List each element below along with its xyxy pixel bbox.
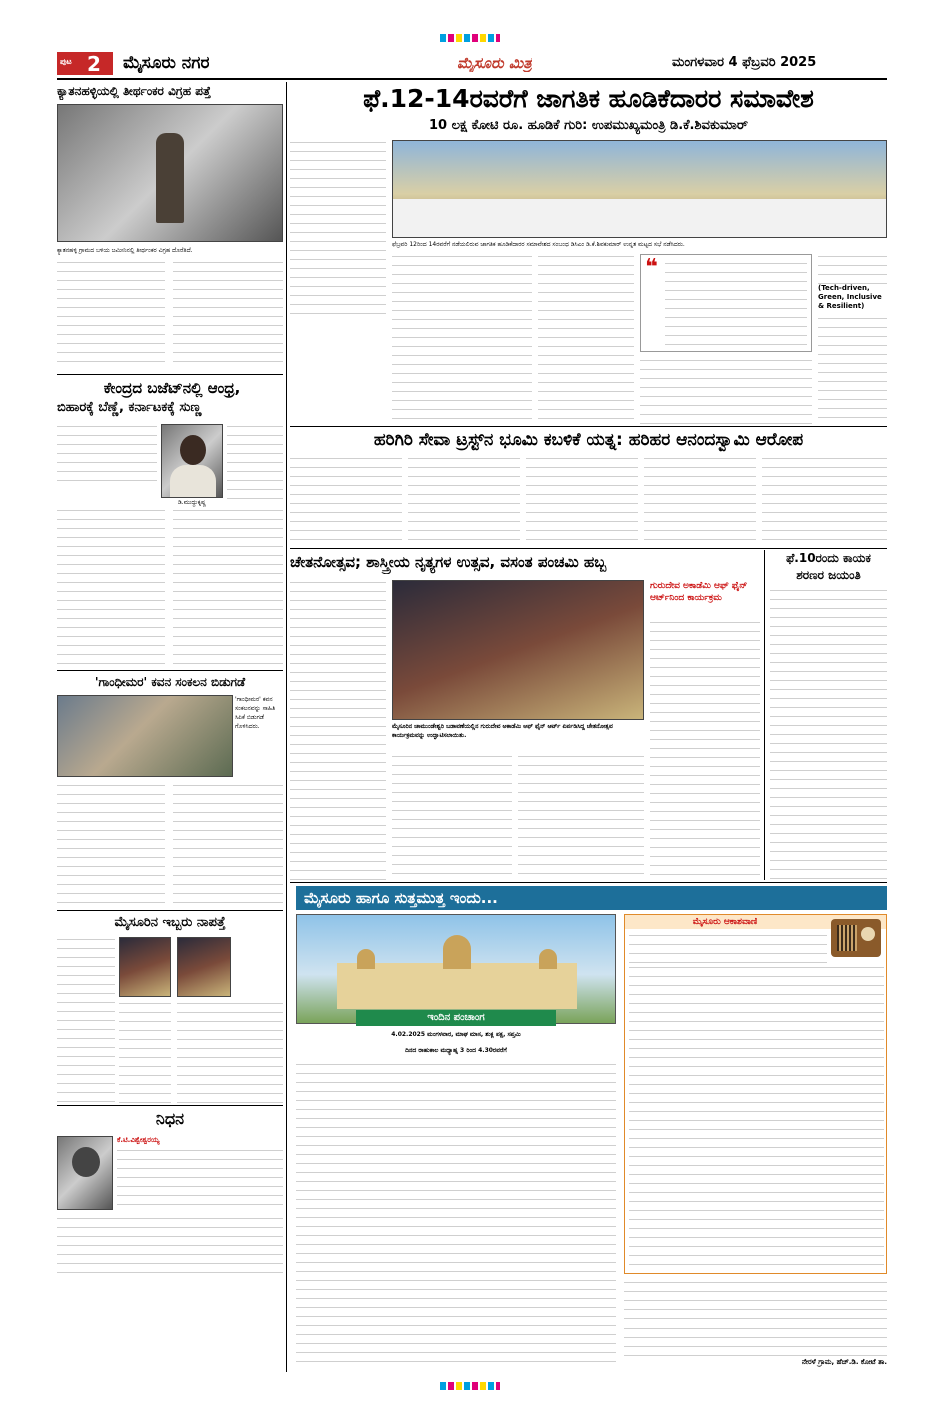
gandhimara-headline: 'ಗಾಂಧೀಮರ' ಕವನ ಸಂಕಲನ ಬಿಡುಗಡೆ [94, 675, 246, 689]
quote-mark-icon: ❝ [645, 255, 658, 280]
panchanga-label-bar [356, 1010, 556, 1026]
idol-caption: ಕ್ಯಾತನಹಳ್ಳಿ ಗ್ರಾಮದ ಬಳಿಯ ಜಮೀನಿನಲ್ಲಿ ತೀರ್ಥಂಕರ ವಿಗ್ರಹ ದೊರೆತಿದೆ. [57, 247, 193, 254]
chaitotsava-sidehead: ಗುರುದೇವ ಅಕಾಡೆಮಿ ಆಫ್ ಫೈನ್ ಆರ್ಟ್‌ನಿಂದ ಕಾರ್ಯಕ್ರಮ [650, 581, 748, 603]
main-divider-1 [290, 426, 887, 427]
registration-marks-bottom [440, 1382, 500, 1390]
radio-box [624, 914, 887, 1274]
hariharagiri-body-4 [644, 456, 756, 544]
panchanga-label: ಇಂದಿನ ಪಂಚಾಂಗ [427, 1012, 485, 1023]
gandhimara-photo [57, 695, 233, 777]
palace-image [296, 914, 616, 1024]
missing-body-left [57, 937, 115, 1103]
budget-headline-line1: ಕೇಂದ್ರದ ಬಜೆಟ್‌ನಲ್ಲಿ ಆಂಧ್ರ, [103, 379, 241, 397]
jayanthi-headline-line2: ಶರಣರ ಜಯಂತಿ [796, 568, 861, 582]
obituary-headline: ನಿಧನ [155, 1109, 185, 1128]
radio-schedule [629, 933, 827, 963]
idol-headline: ಕ್ಯಾತನಹಳ್ಳಿಯಲ್ಲಿ ತೀರ್ಥಂಕರ ವಿಗ್ರಹ ಪತ್ತೆ [57, 84, 211, 98]
hariharagiri-headline: ಹರಿಗಿರಿ ಸೇವಾ ಟ್ರಸ್ಟ್‌ನ ಭೂಮಿ ಕಬಳಿಕೆ ಯತ್ನ: ಹರಿಹರ ಆನಂದಸ್ವಾಮಿ ಆರೋಪ [373, 430, 804, 450]
obituary-photo [57, 1136, 113, 1210]
main-divider-2 [290, 548, 887, 549]
missing-story [57, 913, 283, 1103]
idol-story [57, 82, 283, 372]
page-number: 2 [87, 52, 101, 76]
budget-body-mid [227, 424, 283, 504]
radio-title: ಮೈಸೂರು ಆಕಾಶವಾಣಿ [692, 917, 758, 927]
budget-story [57, 378, 283, 668]
radio-schedule-full [629, 965, 884, 1271]
header-rule [57, 78, 887, 80]
investors-body-col2 [392, 254, 532, 424]
gandhimara-story [57, 673, 283, 908]
page-label: ಪುಟ [60, 57, 72, 66]
hariharagiri-body-1 [290, 456, 402, 544]
chaitotsava-body-side [650, 620, 760, 880]
obituary-body-bottom [57, 1216, 283, 1276]
investors-quote-text [665, 261, 807, 347]
jayanthi-headline-line1: ಫೆ.10ರಂದು ಕಾಯಕ [786, 551, 871, 565]
investors-photo [392, 140, 887, 238]
investors-caption: ಫೆಬ್ರವರಿ 12ರಿಂದ 14ರವರೆಗೆ ನಡೆಯಲಿರುವ ಜಾಗತಿಕ ಹೂಡಿಕೆದಾರರ ಸಮಾವೇಶದ ಸಂಬಂಧ ಡಿಸಿಎಂ ಡಿ.ಕೆ.ಶಿವಕುಮಾರ್ ಉನ್ನತ ಮಟ್ಟದ ಸಭೆ ನಡೆಸಿದರು. [392, 241, 685, 248]
left-divider-2 [57, 670, 283, 671]
main-divider-3 [290, 882, 887, 883]
investors-body-col5 [818, 316, 887, 424]
chaitotsava-body-3 [518, 754, 644, 880]
investors-body-col1 [290, 140, 386, 320]
chaitotsava-story [290, 550, 760, 880]
budget-portrait-caption: ಡಿ.ಮುದ್ದುಕೃಷ್ಣ [178, 499, 206, 506]
idol-photo [57, 104, 283, 242]
budget-body-lower-right [173, 508, 283, 666]
hariharagiri-body-2 [408, 456, 520, 544]
registration-marks-top [440, 34, 500, 42]
investors-headline: ಫೆ.12-14ರವರೆಗೆ ಜಾಗತಿಕ ಹೂಡಿಕೆದಾರರ ಸಮಾವೇಶ [363, 84, 814, 113]
budget-body-left [57, 424, 157, 484]
jayanthi-divider [764, 550, 765, 880]
investors-body-col5-top [818, 254, 887, 284]
page-number-box [57, 52, 113, 75]
events-list-right-2 [624, 1326, 887, 1356]
chaitotsava-body-2 [392, 754, 512, 880]
chaitotsava-caption: ಮೈಸೂರಿನ ಚಾಮುಂಡೇಶ್ವರಿ ಬಡಾವಣೆಯಲ್ಲಿನ ಗುರುದೇವ ಅಕಾಡೆಮಿ ಆಫ್ ಫೈನ್ ಆರ್ಟ್ ಏರ್ಪಡಿಸಿದ್ದ ಚೇತನೋತ್ಸವ ಕಾರ್ಯಕ್ರಮವನ್ನು ಉದ್ಘಾಟಿಸಲಾಯಿತು. [392, 723, 613, 739]
investors-quote-box [640, 254, 812, 352]
missing-photo-1 [119, 937, 171, 997]
idol-body-right [173, 260, 283, 370]
missing-body-right [177, 1001, 283, 1103]
panchanga-line1: 4.02.2025 ಮಂಗಳವಾರ, ಮಾಘ ಮಾಸ, ಶುಕ್ಲ ಪಕ್ಷ, ಸಪ್ತಮಿ [391, 1031, 521, 1038]
obituary-body-right [117, 1148, 283, 1212]
budget-portrait [161, 424, 223, 498]
left-divider-4 [57, 1105, 283, 1106]
page-header [57, 50, 887, 77]
obituary-story [57, 1108, 283, 1370]
obituary-name-tag: ಕೆ.ಟಿ.ವಿಶ್ವೇಶ್ವರಯ್ಯ [117, 1136, 160, 1144]
events-list-left [296, 1062, 616, 1368]
investors-story [290, 82, 887, 424]
jayanthi-story [770, 550, 887, 880]
left-divider-1 [57, 374, 283, 375]
panchanga-line2: ದಿನದ ರಾಹುಕಾಲ ಮಧ್ಯಾಹ್ನ 3 ರಿಂದ 4.30ರವರೆಗೆ [405, 1047, 507, 1054]
investors-quote-english: (Tech-driven, Green, Inclusive & Resilient) [818, 284, 882, 310]
missing-photo-2 [177, 937, 231, 997]
missing-headline: ಮೈಸೂರಿನ ಇಬ್ಬರು ನಾಪತ್ತೆ [114, 915, 226, 930]
gandhimara-body-right [173, 783, 283, 907]
today-footer-tag: ನೇರಳೆ ಗ್ರಾಮ, ಹೆಚ್.ಡಿ. ಕೋಟೆ ತಾ. [801, 1358, 887, 1366]
today-banner [296, 886, 887, 910]
section-title: ಮೈಸೂರು ನಗರ [123, 53, 210, 73]
today-banner-text: ಮೈಸೂರು ಹಾಗೂ ಸುತ್ತಮುತ್ತ ಇಂದು... [304, 889, 498, 907]
issue-date: ಮಂಗಳವಾರ 4 ಫೆಬ್ರವರಿ 2025 [672, 55, 817, 70]
budget-headline-line2: ಬಿಹಾರಕ್ಕೆ ಬೆಣ್ಣೆ, ಕರ್ನಾಟಕಕ್ಕೆ ಸುಣ್ಣ [57, 400, 202, 415]
left-divider-3 [57, 910, 283, 911]
events-list-right-1 [624, 1280, 887, 1320]
investors-body-col3 [538, 254, 634, 424]
chaitotsava-photo [392, 580, 644, 720]
investors-body-col4 [640, 358, 812, 424]
investors-subhead: 10 ಲಕ್ಷ ಕೋಟಿ ರೂ. ಹೂಡಿಕೆ ಗುರಿ: ಉಪಮುಖ್ಯಮಂತ್ರಿ ಡಿ.ಕೆ.ಶಿವಕುಮಾರ್ [429, 118, 748, 133]
gandhimara-photo-caption: 'ಗಾಂಧೀಮರ' ಕವನ ಸಂಕಲನವನ್ನು ಸಾಹಿತಿ ಸಿಪಿಕೆ ಬಿಡುಗಡೆ ಗೊಳಿಸಿದರು. [235, 696, 276, 730]
masthead-logo: ಮೈಸೂರು ಮಿತ್ರ [457, 54, 532, 72]
today-section [296, 886, 887, 1372]
hariharagiri-body-3 [526, 456, 638, 544]
chaitotsava-headline: ಚೇತನೋತ್ಸವ; ಶಾಸ್ತ್ರೀಯ ನೃತ್ಯಗಳ ಉತ್ಸವ, ವಸಂತ ಪಂಚಮಿ ಹಬ್ಬ [290, 553, 607, 571]
hariharagiri-story [290, 428, 887, 546]
jayanthi-body [770, 588, 887, 880]
vertical-divider-main [286, 82, 287, 1372]
gandhimara-body-left [57, 783, 165, 907]
idol-body-left [57, 260, 165, 370]
radio-set-icon [831, 919, 881, 957]
missing-body-mid [119, 1001, 171, 1103]
chaitotsava-body-1 [290, 580, 386, 880]
budget-body-lower-left [57, 508, 165, 666]
hariharagiri-body-5 [762, 456, 887, 544]
